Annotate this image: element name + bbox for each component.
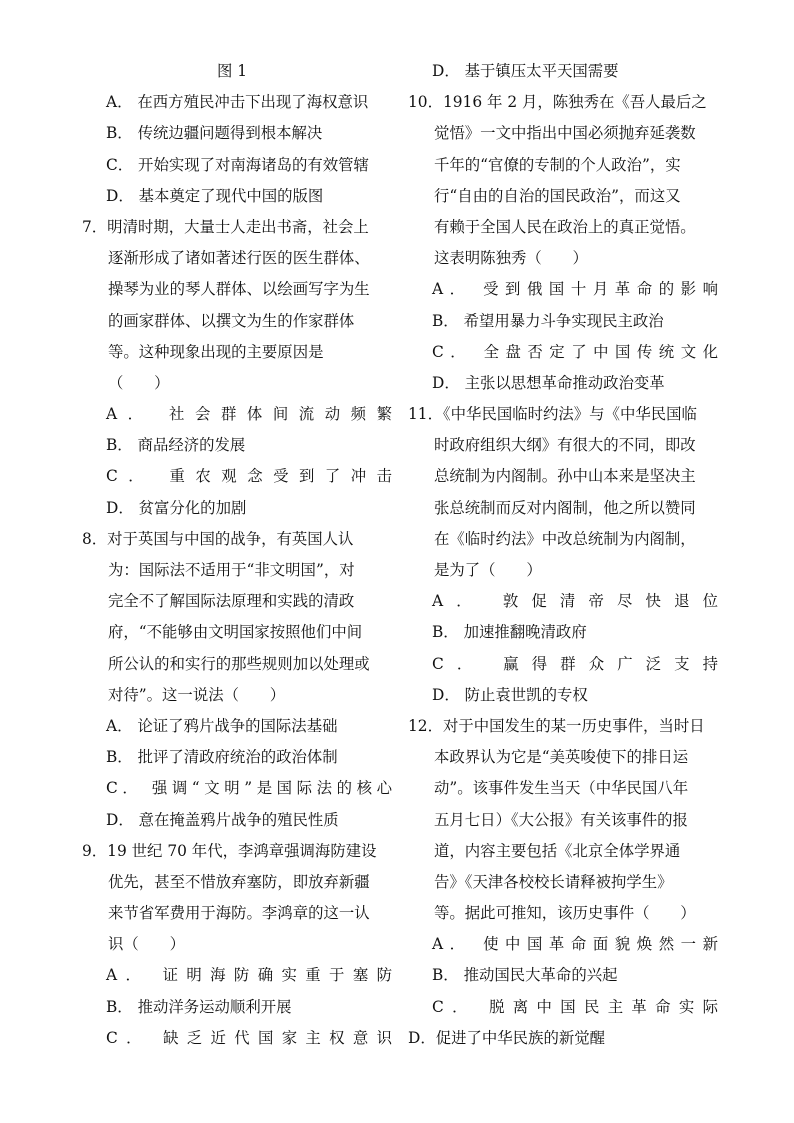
answer-option: C． 重农观念受到了冲击: [106, 467, 392, 486]
answer-option: A． 在西方殖民冲击下出现了海权意识: [106, 93, 369, 112]
left-column: [82, 56, 392, 1054]
question-stem-line: 的画家群体、以撰文为生的作家群体: [108, 311, 355, 330]
question-stem-line: 本政界认为它是“美英唆使下的排日运: [434, 748, 689, 767]
question-stem-line: 行“自由的自治的国民政治”，而这又: [434, 186, 681, 205]
question-stem-line: 动”。该事件发生当天（中华民国八年: [434, 779, 689, 798]
question-stem-line: 操琴为业的琴人群体、以绘画写字为生: [108, 280, 370, 299]
answer-option: A． 敦促清帝尽快退位: [432, 592, 718, 611]
question-stem-line: 是为了（ ）: [434, 561, 542, 579]
answer-option: C． 开始实现了对南海诸岛的有效管辖: [106, 155, 369, 174]
question-stem-line: 完全不了解国际法原理和实践的清政: [108, 592, 355, 611]
question-stem-line: 五月七日）《大公报》有关该事件的报: [434, 810, 688, 829]
question-stem-line: 觉悟》一文中指出中国必须抛弃延袭数: [434, 124, 696, 143]
question-stem-line: 识（ ）: [108, 935, 185, 954]
question-stem: 10．1916 年 2 月，陈独秀在《吾人最后之: [408, 93, 707, 112]
answer-option: B． 推动国民大革命的兴起: [432, 966, 618, 985]
question-stem-line: 告》《天津各校校长请释被拘学生》: [434, 872, 673, 891]
answer-option: C． 全盘否定了中国传统文化: [432, 342, 718, 361]
answer-option: B． 批评了清政府统治的政治体制: [106, 748, 338, 767]
question-stem-line: 对待”。这一说法（ ）: [108, 685, 286, 704]
answer-option: D． 基于镇压太平天国需要: [432, 62, 619, 80]
question-stem-line: 有赖于全国人民在政治上的真正觉悟。: [434, 217, 696, 236]
answer-option: C． 脱离中国民主革命实际: [432, 997, 718, 1016]
answer-option: B． 商品经济的发展: [106, 436, 246, 455]
question-stem-line: 为：国际法不适用于“非文明国”，对: [108, 561, 355, 579]
question-stem: 9．19 世纪 70 年代，李鸿章强调海防建设: [82, 841, 377, 860]
question-stem-line: 逐渐形成了诸如著述行医的医生群体、: [108, 249, 370, 268]
answer-option: B． 加速推翻晚清政府: [432, 623, 587, 642]
answer-option: A． 论证了鸦片战争的国际法基础: [106, 716, 338, 735]
answer-option: D． 防止袁世凯的专权: [432, 685, 588, 704]
answer-option: C． 缺乏近代国家主权意识: [106, 1028, 392, 1047]
answer-option: A． 使中国革命面貌焕然一新: [432, 935, 718, 954]
question-stem-line: 来节省军费用于海防。李鸿章的这一认: [108, 904, 370, 923]
question-stem-line: 千年的“官僚的专制的个人政治”，实: [434, 155, 681, 174]
question-stem-line: 等。据此可推知，该历史事件（ ）: [434, 904, 696, 923]
right-column: [408, 56, 718, 1054]
answer-option: B． 希望用暴力斗争实现民主政治: [432, 311, 664, 330]
answer-option: D． 意在掩盖鸦片战争的殖民性质: [106, 810, 339, 829]
question-stem-line: 这表明陈独秀（ ）: [434, 249, 588, 268]
question-stem: D．促进了中华民族的新觉醒: [408, 1028, 606, 1047]
answer-option: B． 传统边疆问题得到根本解决: [106, 124, 323, 143]
question-stem-line: 总统制为内阁制。孙中山本来是坚决主: [434, 467, 696, 486]
question-stem-line: 在《临时约法》中改总统制为内阁制，: [434, 529, 696, 548]
answer-option: D． 贫富分化的加剧: [106, 498, 247, 517]
question-stem: 11．《中华民国临时约法》与《中华民国临: [408, 405, 697, 424]
answer-option: D． 基本奠定了现代中国的版图: [106, 186, 324, 205]
question-stem-line: 等。这种现象出现的主要原因是: [108, 342, 324, 361]
question-stem-line: 所公认的和实行的那些规则加以处理或: [108, 654, 370, 673]
answer-option: D． 主张以思想革命推动政治变革: [432, 373, 665, 392]
answer-option: A． 证明海防确实重于塞防: [106, 966, 392, 985]
question-stem: 8．对于英国与中国的战争，有英国人认: [82, 529, 354, 548]
answer-option: B． 推动洋务运动顺利开展: [106, 997, 292, 1016]
answer-option: A． 社会群体间流动频繁: [106, 405, 392, 424]
question-stem: 12．对于中国发生的某一历史事件，当时日: [408, 716, 705, 735]
question-stem-line: 张总统制而反对内阁制，他之所以赞同: [434, 498, 696, 517]
question-stem-line: （ ）: [108, 373, 170, 392]
question-stem-line: 优先，甚至不惜放弃塞防，即放弃新疆: [108, 872, 370, 891]
question-stem: 7．明清时期，大量士人走出书斋，社会上: [82, 217, 369, 236]
answer-option: C． 赢得群众广泛支持: [432, 654, 718, 673]
question-stem-line: 道，内容主要包括《北京全体学界通: [434, 841, 681, 860]
question-stem-line: 府，“不能够由文明国家按照他们中间: [108, 623, 363, 642]
answer-option: A． 受到俄国十月革命的影响: [432, 280, 718, 299]
question-stem-line: 时政府组织大纲》有很大的不同，即改: [434, 436, 696, 455]
answer-option: C． 强调“文明”是国际法的核心: [106, 779, 392, 798]
figure-caption: 图 1: [217, 62, 248, 80]
